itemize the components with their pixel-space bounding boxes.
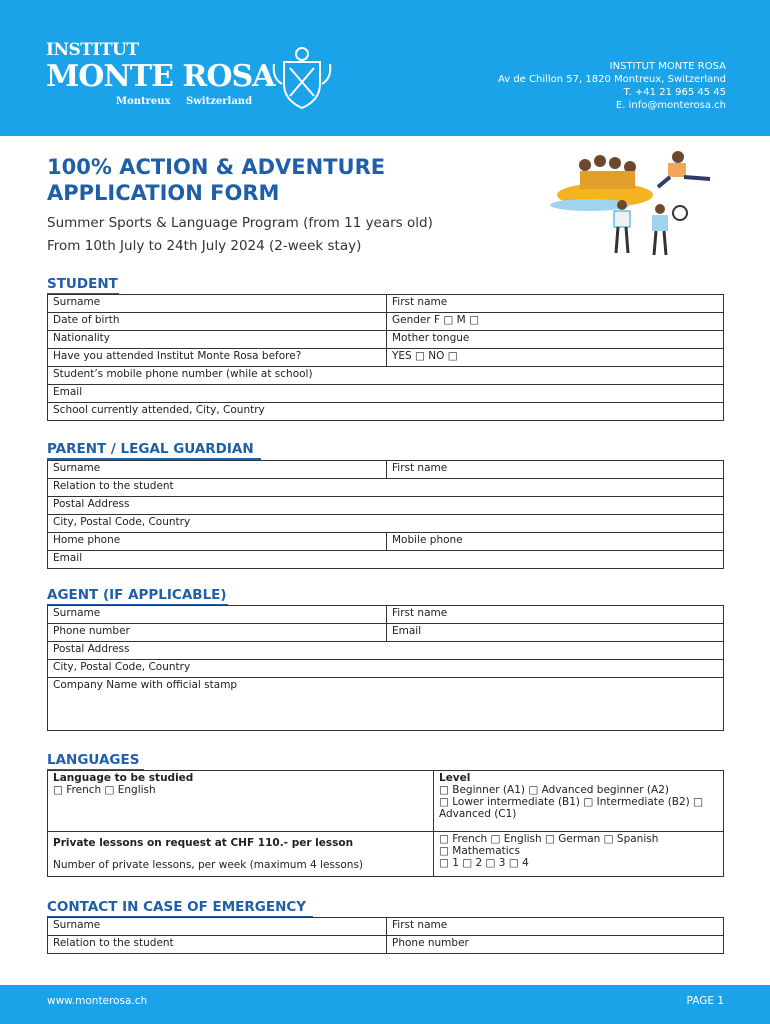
title-line1: 100% ACTION & ADVENTURE bbox=[47, 155, 386, 179]
emergency-surname[interactable]: Surname bbox=[48, 918, 387, 936]
logo-line3: Montreux Switzerland bbox=[116, 96, 253, 107]
contact-block bbox=[498, 60, 726, 112]
subtitle-line2: From 10th July to 24th July 2024 (2-week stay) bbox=[47, 238, 362, 254]
agent-postal[interactable]: Postal Address bbox=[48, 642, 724, 660]
private-options-cell[interactable] bbox=[434, 832, 724, 877]
form-subtitle bbox=[47, 212, 433, 258]
emergency-first-name[interactable]: First name bbox=[387, 918, 724, 936]
language-studied-cell[interactable] bbox=[48, 771, 434, 832]
emergency-heading: CONTACT IN CASE OF EMERGENCY bbox=[47, 899, 307, 915]
parent-home-phone[interactable]: Home phone bbox=[48, 533, 387, 551]
parent-table bbox=[47, 460, 724, 569]
language-studied-options[interactable]: □ French □ English bbox=[53, 784, 156, 796]
languages-table bbox=[47, 770, 724, 877]
private-option-line3[interactable]: □ 1 □ 2 □ 3 □ 4 bbox=[439, 857, 529, 869]
contact-address: Av de Chillon 57, 1820 Montreux, Switzerland bbox=[497, 74, 726, 85]
agent-city[interactable]: City, Postal Code, Country bbox=[48, 660, 724, 678]
level-option-line2[interactable]: □ Lower intermediate (B1) □ Intermediate (B2) □ bbox=[439, 796, 704, 808]
private-option-line2[interactable]: □ Mathematics bbox=[439, 845, 520, 857]
adventure-illustration-icon bbox=[550, 143, 725, 263]
agent-surname[interactable]: Surname bbox=[48, 606, 387, 624]
parent-mobile-phone[interactable]: Mobile phone bbox=[387, 533, 724, 551]
footer-url[interactable]: www.monterosa.ch bbox=[47, 995, 148, 1007]
level-cell[interactable] bbox=[434, 771, 724, 832]
student-mother-tongue[interactable]: Mother tongue bbox=[387, 331, 724, 349]
parent-first-name[interactable]: First name bbox=[387, 461, 724, 479]
private-lessons-number-label: Number of private lessons, per week (maximum 4 lessons) bbox=[53, 859, 364, 871]
agent-first-name[interactable]: First name bbox=[387, 606, 724, 624]
agent-heading: AGENT (IF APPLICABLE) bbox=[47, 587, 227, 603]
student-mobile[interactable]: Student’s mobile phone number (while at school) bbox=[48, 367, 724, 385]
student-surname[interactable]: Surname bbox=[48, 295, 387, 313]
subtitle-line1: Summer Sports & Language Program (from 11 years old) bbox=[47, 215, 433, 231]
emergency-relation[interactable]: Relation to the student bbox=[48, 936, 387, 954]
private-lessons-cell bbox=[48, 832, 434, 877]
crest-icon bbox=[270, 44, 334, 112]
parent-postal[interactable]: Postal Address bbox=[48, 497, 724, 515]
parent-heading: PARENT / LEGAL GUARDIAN bbox=[47, 441, 254, 457]
emergency-table bbox=[47, 917, 724, 954]
logo-line2: MONTE ROSA bbox=[46, 59, 275, 94]
agent-company[interactable]: Company Name with official stamp bbox=[48, 678, 724, 731]
header-band bbox=[0, 0, 770, 136]
emergency-phone[interactable]: Phone number bbox=[387, 936, 724, 954]
private-option-line1[interactable]: □ French □ English □ German □ Spanish bbox=[439, 833, 659, 845]
language-studied-label: Language to be studied bbox=[53, 772, 194, 784]
contact-name: INSTITUT MONTE ROSA bbox=[609, 61, 726, 72]
student-dob[interactable]: Date of birth bbox=[48, 313, 387, 331]
logo bbox=[46, 40, 274, 107]
agent-email[interactable]: Email bbox=[387, 624, 724, 642]
student-attended: Have you attended Institut Monte Rosa before? bbox=[48, 349, 387, 367]
contact-phone: T. +41 21 965 45 45 bbox=[623, 87, 726, 98]
parent-surname[interactable]: Surname bbox=[48, 461, 387, 479]
languages-heading: LANGUAGES bbox=[47, 752, 140, 768]
student-gender[interactable]: Gender F □ M □ bbox=[387, 313, 724, 331]
level-option-line3[interactable]: Advanced (C1) bbox=[439, 808, 517, 820]
form-title bbox=[47, 154, 385, 206]
level-label: Level bbox=[439, 772, 471, 784]
agent-phone[interactable]: Phone number bbox=[48, 624, 387, 642]
level-option-line1[interactable]: □ Beginner (A1) □ Advanced beginner (A2) bbox=[439, 784, 669, 796]
page-number: PAGE 1 bbox=[686, 995, 724, 1007]
parent-email[interactable]: Email bbox=[48, 551, 724, 569]
agent-table bbox=[47, 605, 724, 731]
student-first-name[interactable]: First name bbox=[387, 295, 724, 313]
student-yes-no[interactable]: YES □ NO □ bbox=[387, 349, 724, 367]
title-line2: APPLICATION FORM bbox=[47, 181, 280, 205]
contact-email: E. info@monterosa.ch bbox=[615, 100, 726, 111]
logo-line1: INSTITUT bbox=[46, 40, 139, 60]
parent-relation[interactable]: Relation to the student bbox=[48, 479, 724, 497]
parent-city[interactable]: City, Postal Code, Country bbox=[48, 515, 724, 533]
student-school[interactable]: School currently attended, City, Country bbox=[48, 403, 724, 421]
student-nationality[interactable]: Nationality bbox=[48, 331, 387, 349]
student-heading: STUDENT bbox=[47, 276, 118, 292]
footer-band bbox=[0, 985, 770, 1024]
student-table bbox=[47, 294, 724, 421]
student-email[interactable]: Email bbox=[48, 385, 724, 403]
private-lessons-label: Private lessons on request at CHF 110.- per lesson bbox=[53, 837, 354, 849]
